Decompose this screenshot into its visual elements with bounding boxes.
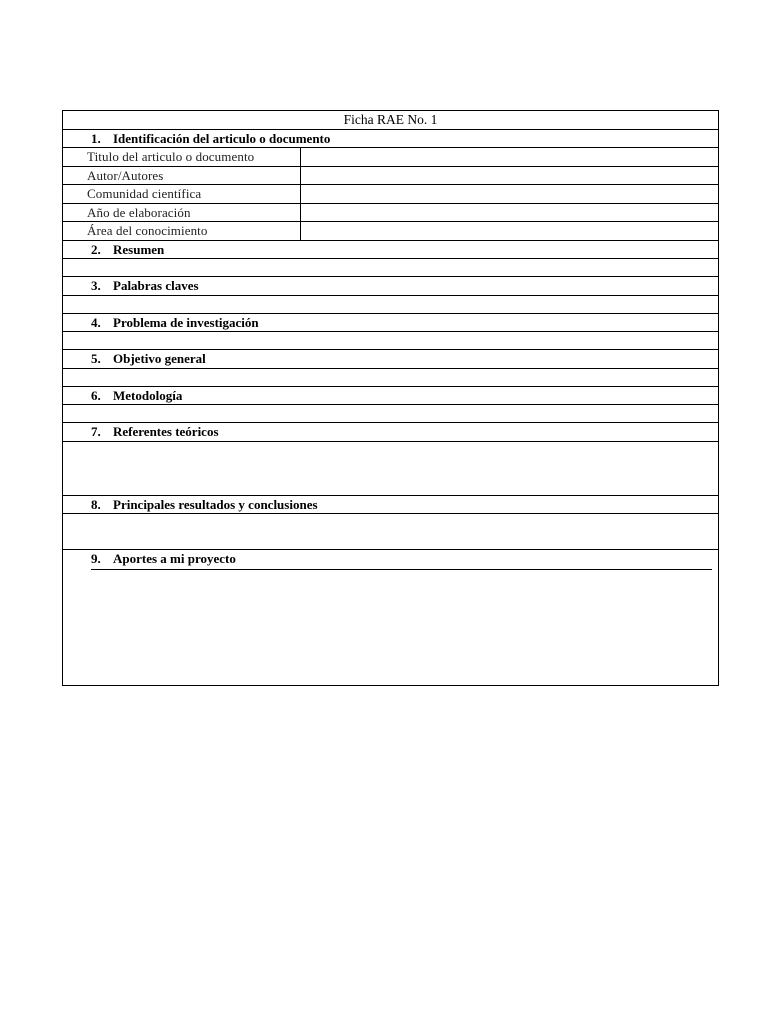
section-resultados (63, 496, 718, 515)
field-label: Año de elaboración (63, 204, 301, 222)
section-problema (63, 314, 718, 333)
section-label: Resumen (113, 241, 165, 257)
section-label: Identificación del articulo o documento (113, 130, 331, 146)
section-label: Palabras claves (113, 278, 199, 293)
section-label: Objetivo general (113, 351, 206, 366)
section-identification (63, 130, 718, 149)
field-value-year[interactable] (301, 204, 718, 222)
section-content-problema[interactable] (63, 332, 718, 350)
section-content-palabras-claves[interactable] (63, 296, 718, 314)
section-metodologia (63, 387, 718, 406)
field-label: Autor/Autores (63, 167, 301, 185)
section-aportes[interactable] (63, 550, 718, 685)
field-row-community (63, 185, 718, 204)
section-label: Problema de investigación (113, 314, 259, 330)
section-content-resumen[interactable] (63, 259, 718, 277)
section-number: 7. (91, 424, 101, 439)
section-label: Aportes a mi proyecto (113, 551, 236, 566)
field-row-authors (63, 167, 718, 186)
section-number: 3. (91, 278, 101, 293)
section-resumen (63, 241, 718, 260)
section-number: 8. (91, 496, 101, 512)
field-row-year (63, 204, 718, 223)
field-label: Comunidad científica (63, 185, 301, 203)
field-value-authors[interactable] (301, 167, 718, 185)
section-content-resultados[interactable] (63, 514, 718, 550)
section-label: Principales resultados y conclusiones (113, 496, 318, 512)
section-label: Metodología (113, 387, 183, 403)
rae-form-table (62, 110, 719, 686)
field-row-area (63, 222, 718, 241)
section-content-metodologia[interactable] (63, 405, 718, 423)
field-row-title (63, 148, 718, 167)
section-referentes (63, 423, 718, 442)
section-number: 9. (91, 551, 101, 566)
section-number: 5. (91, 351, 101, 366)
section-underline (91, 569, 712, 570)
section-number: 1. (91, 130, 101, 146)
field-label: Área del conocimiento (63, 222, 301, 240)
section-content-referentes[interactable] (63, 442, 718, 496)
form-title: Ficha RAE No. 1 (63, 111, 718, 130)
field-value-title[interactable] (301, 148, 718, 166)
section-number: 2. (91, 241, 101, 257)
section-palabras-claves (63, 277, 718, 296)
field-value-area[interactable] (301, 222, 718, 240)
section-content-objetivo[interactable] (63, 369, 718, 387)
section-objetivo (63, 350, 718, 369)
section-label: Referentes teóricos (113, 424, 219, 439)
section-number: 6. (91, 387, 101, 403)
section-number: 4. (91, 314, 101, 330)
field-label: Titulo del articulo o documento (63, 148, 301, 166)
field-value-community[interactable] (301, 185, 718, 203)
